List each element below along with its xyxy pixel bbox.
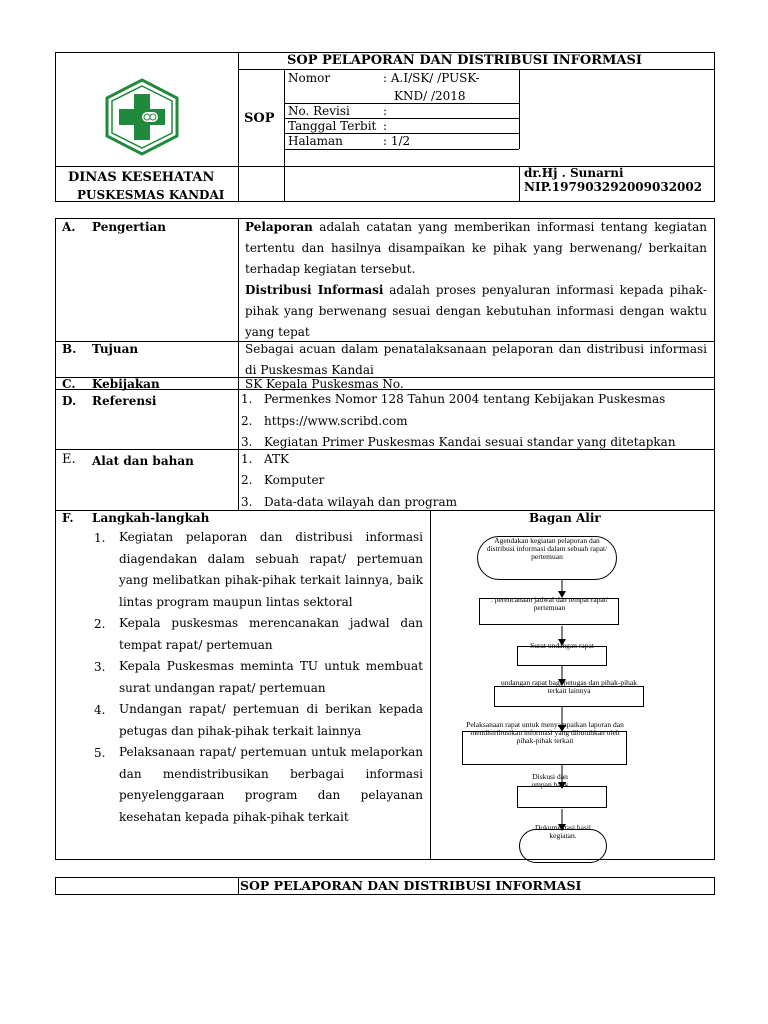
footer-title: SOP PELAPORAN DAN DISTRIBUSI INFORMASI — [240, 878, 582, 893]
org-unit: PUSKESMAS KANDAI — [77, 188, 225, 202]
ref-item-2: https://www.scribd.com — [264, 414, 408, 428]
signer-name: dr.Hj . Sunarni — [524, 166, 624, 180]
org-name: DINAS KESEHATAN — [68, 170, 215, 185]
section-a-letter: A. — [62, 220, 76, 234]
step-num-2: 2. — [94, 617, 106, 631]
section-c-text: SK Kepala Puskesmas No. — [245, 377, 404, 391]
def-distribusi: adalah proses penyaluran informasi kepada pihak-pihak yang berwenang sesuai dengan kebutuhan informasi dengan waktu yang tepat — [245, 283, 707, 339]
revisi-value: : — [383, 104, 388, 118]
ref-item-1: Permenkes Nomor 128 Tahun 2004 tentang Kebijakan Puskesmas — [264, 392, 666, 406]
step-num-5: 5. — [94, 746, 106, 760]
step-num-4: 4. — [94, 703, 106, 717]
section-a-text — [245, 217, 707, 343]
flow-node-start-label: Agendakan kegiatan pelaporan dan distribusi informasi dalam sebuah rapat/ pertemuan — [486, 536, 608, 561]
flowchart-title: Bagan Alir — [529, 511, 601, 525]
halaman-label: Halaman — [288, 134, 343, 148]
terbit-value: : — [383, 119, 388, 133]
puskesmas-logo — [103, 78, 181, 156]
flow-node-5-label: Pelaksanaan rapat untuk menyampaikan laporan dan mendistribusikan informasi yang dibutuhkan oleh pihak-pihak terkait — [466, 720, 624, 745]
step-4: Undangan rapat/ pertemuan di berikan kepada petugas dan pihak-pihak terkait lainnya — [119, 702, 423, 738]
section-a-title: Pengertian — [92, 220, 167, 234]
terbit-label: Tanggal Terbit — [288, 119, 377, 133]
tool-num-2: 2. — [241, 473, 253, 487]
section-b-title: Tujuan — [92, 342, 139, 356]
revisi-label: No. Revisi — [288, 104, 350, 118]
ref-num-2: 2. — [241, 414, 253, 428]
tool-item-1: ATK — [264, 452, 289, 466]
tool-item-3: Data-data wilayah dan program — [264, 495, 457, 509]
step-num-1: 1. — [94, 531, 106, 545]
section-f-title: Langkah-langkah — [92, 511, 210, 525]
flow-node-6-label: Diskusi dan umpan balik — [531, 772, 569, 789]
flow-node-end-label: Dokumentasi hasil kegiatan. — [534, 823, 592, 840]
sop-title: SOP PELAPORAN DAN DISTRIBUSI INFORMASI — [287, 53, 642, 68]
section-c-letter: C. — [62, 377, 76, 391]
step-num-3: 3. — [94, 660, 106, 674]
tool-item-2: Komputer — [264, 473, 325, 487]
step-1: Kegiatan pelaporan dan distribusi informasi diagendakan dalam sebuah rapat/ pertemuan yang melibatkan pihak-pihak terkait lainnya, baik lintas program maupun lintas sektoral — [119, 530, 423, 609]
section-e-letter: E. — [62, 452, 76, 467]
signer-nip: NIP.197903292009032002 — [524, 180, 703, 194]
section-e-title: Alat dan bahan — [92, 454, 194, 468]
step-5: Pelaksanaan rapat/ pertemuan untuk melaporkan dan mendistribusikan berbagai informasi penyelenggaraan program dan pelayanan kesehatan kepada pihak-pihak terkait — [119, 745, 423, 824]
term-pelaporan: Pelaporan — [245, 220, 313, 234]
nomor-value: : A.I/SK/ /PUSK- — [383, 71, 480, 85]
sop-label: SOP — [244, 111, 275, 126]
section-b-letter: B. — [62, 342, 77, 356]
nomor-label: Nomor — [288, 71, 331, 85]
section-b-text: Sebagai acuan dalam penatalaksanaan pelaporan dan distribusi informasi di Puskesmas Kandai — [245, 342, 707, 377]
flow-node-2-label: . perencanaan jadwal dan tempat rapat/ pertemuan — [490, 595, 609, 612]
flow-node-6 — [517, 786, 607, 808]
halaman-value: : 1/2 — [383, 134, 411, 148]
section-f-letter: F. — [62, 511, 74, 525]
def-pelaporan: adalah catatan yang memberikan informasi tentang kegiatan tertentu dan hasilnya disampaikan ke pihak yang berwenang/ berkaitan terhadap kegiatan tersebut. — [245, 220, 707, 276]
section-d-title: Referensi — [92, 394, 157, 408]
tool-num-1: 1. — [241, 452, 253, 466]
nomor-value-cont: KND/ /2018 — [394, 89, 466, 103]
tool-num-3: 3. — [241, 495, 253, 509]
ref-num-1: 1. — [241, 392, 253, 406]
ref-item-3: Kegiatan Primer Puskesmas Kandai sesuai standar yang ditetapkan — [264, 435, 676, 449]
section-d-letter: D. — [62, 394, 77, 408]
ref-num-3: 3. — [241, 435, 253, 449]
section-c-title: Kebijakan — [92, 377, 160, 391]
term-distribusi: Distribusi Informasi — [245, 283, 384, 297]
step-3: Kepala Puskesmas meminta TU untuk membuat surat undangan rapat/ pertemuan — [119, 659, 423, 695]
step-2: Kepala puskesmas merencanakan jadwal dan tempat rapat/ pertemuan — [119, 616, 423, 652]
flow-node-4-label: undangan rapat bagi petugas dan pihak-pihak terkait lainnya — [501, 678, 637, 695]
flow-node-3-label: Surat undangan rapat — [530, 641, 594, 650]
